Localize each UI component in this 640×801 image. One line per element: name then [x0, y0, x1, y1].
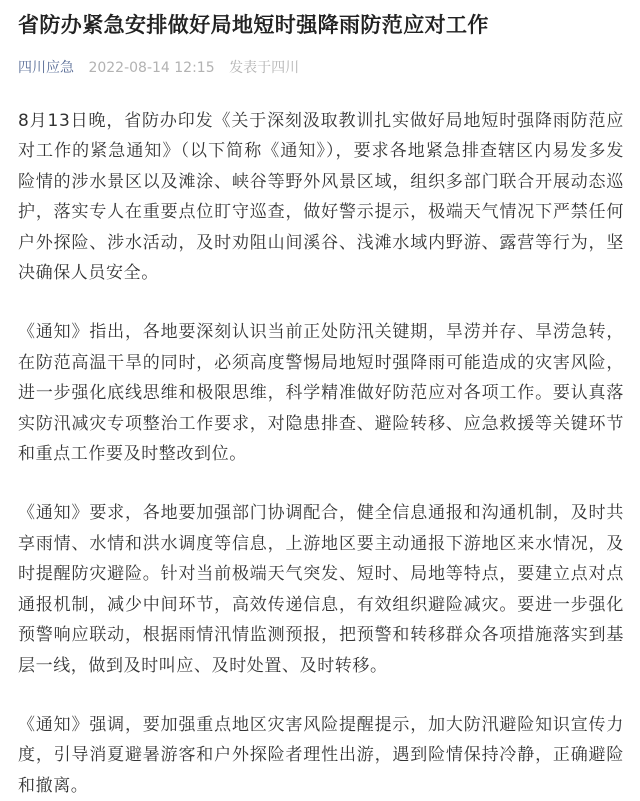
publish-location: 发表于四川 [229, 60, 300, 76]
paragraph-1: 8月13日晚，省防办印发《关于深刻汲取教训扎实做好局地短时强降雨防范应对工作的紧急通知》（以下简称《通知》），要求各地紧急排查辖区内易发多发险情的涉水景区以及滩涂、峡谷等野外风景区域，组织多部门联合开展动态巡护，落实专人在重要点位盯守巡查，做好警示提示，极端天气情况下严禁任何户外探险、涉水活动，及时劝阻山间溪谷、浅滩水域内野游、露营等行为，坚决确保人员安全。 [18, 111, 624, 284]
account-name-link[interactable]: 四川应急 [18, 60, 74, 76]
paragraph-4: 《通知》强调，要加强重点地区灾害风险提醒提示，加大防汛避险知识宣传力度，引导消夏避暑游客和户外探险者理性出游，遇到险情保持冷静，正确避险和撤离。 [18, 714, 624, 796]
article-content [18, 106, 624, 801]
paragraph-3: 《通知》要求，各地要加强部门协调配合，健全信息通报和沟通机制，及时共享雨情、水情和洪水调度等信息，上游地区要主动通报下游地区来水情况，及时提醒防灾避险。针对当前极端天气突发、短时、局地等特点，要建立点对点通报机制，减少中间环节，高效传递信息，有效组织避险减灾。要进一步强化预警响应联动，根据雨情汛情监测预报，把预警和转移群众各项措施落实到基层一线，做到及时叫应、及时处置、及时转移。 [18, 503, 624, 676]
article-title: 省防办紧急安排做好局地短时强降雨防范应对工作 [18, 13, 489, 37]
paragraph-2: 《通知》指出，各地要深刻认识当前正处防汛关键期，旱涝并存、旱涝急转，在防范高温干旱的同时，必须高度警惕局地短时强降雨可能造成的灾害风险，进一步强化底线思维和极限思维，科学精准做好防范应对各项工作。要认真落实防汛减灾专项整治工作要求，对隐患排查、避险转移、应急救援等关键环节和重点工作要及时整改到位。 [18, 322, 624, 465]
publish-time: 2022-08-14 12:15 [88, 60, 215, 76]
article-meta [18, 58, 624, 78]
